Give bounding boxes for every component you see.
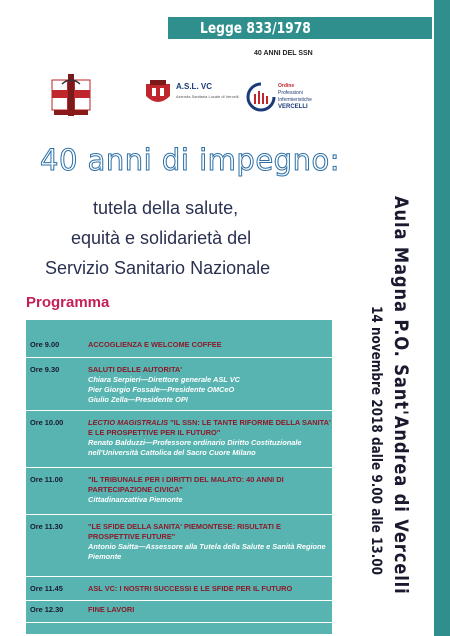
- program-detail: Giulio Zella—Presidente OPI: [88, 395, 188, 404]
- program-detail: Pier Giorgio Fossale—Presidente OMCeO: [88, 385, 235, 394]
- program-title: [88, 522, 332, 542]
- program-content: [88, 340, 332, 350]
- program-title-text: "LE SFIDE DELLA SANITA' PIEMONTESE: RISULTATI E PROSPETTIVE FUTURE": [88, 522, 281, 541]
- program-title: [88, 365, 332, 375]
- program-title-text: ASL VC: I NOSTRI SUCCESSI E LE SFIDE PER IL FUTURO: [88, 584, 293, 593]
- subtitle-line-3: Servizio Sanitario Nazionale: [45, 258, 271, 278]
- date-vertical: 14 novembre 2018 dalle 9.00 alle 13.00: [368, 306, 384, 576]
- program-title: [88, 340, 332, 350]
- program-divider: [26, 467, 332, 468]
- program-content: [88, 418, 332, 458]
- opi-line-1: Ordine: [278, 83, 295, 89]
- program-divider: [26, 514, 332, 515]
- asl-name: A.S.L. VC: [176, 82, 213, 91]
- program-detail: Chiara Serpieri—Direttore generale ASL VC: [88, 375, 240, 384]
- program-time: Ore 12.30: [30, 605, 64, 614]
- program-detail: Cittadinanzattiva Piemonte: [88, 495, 183, 504]
- program-time: Ore 11.00: [30, 475, 63, 484]
- opi-logo-icon: [246, 82, 276, 112]
- program-divider: [26, 622, 332, 623]
- opi-city: VERCELLI: [278, 104, 308, 110]
- law-title: Legge 833/1978: [200, 19, 311, 37]
- program-time: Ore 11.45: [30, 584, 63, 593]
- program-content: [88, 522, 332, 562]
- program-time: Ore 10.00: [30, 418, 64, 427]
- program-title-text: FINE LAVORI: [88, 605, 135, 614]
- main-headline: 40 anni di impegno:: [40, 143, 340, 177]
- program-content: [88, 365, 332, 405]
- program-divider: [26, 600, 332, 601]
- right-edge-bar: [434, 0, 450, 636]
- subtitle-line-1: tutela della salute,: [93, 198, 239, 218]
- program-title: [88, 605, 332, 615]
- opi-line-3: Infermieristiche: [278, 97, 312, 103]
- program-title: [88, 418, 332, 438]
- program-divider: [26, 357, 332, 358]
- medical-order-emblem-icon: [48, 72, 94, 118]
- program-detail: Antonio Saitta—Assessore alla Tutela della Salute e Sanità Regione Piemonte: [88, 542, 326, 561]
- program-title-text: SALUTI DELLE AUTORITA': [88, 365, 182, 374]
- venue-vertical: Aula Magna P.O. Sant'Andrea di Vercelli: [390, 196, 412, 595]
- program-detail: Renato Balduzzi—Professore ordinario Diritto Costituzionale nell'Università Cattolica del Sacro Cuore Milano: [88, 438, 302, 457]
- anniversary-label: 40 ANNI DEL SSN: [254, 50, 313, 57]
- program-content: [88, 584, 332, 594]
- program-divider: [26, 576, 332, 577]
- program-title-text: "IL TRIBUNALE PER I DIRITTI DEL MALATO: 40 ANNI DI PARTECIPAZIONE CIVICA": [88, 475, 284, 494]
- program-title-italic: LECTIO MAGISTRALIS: [88, 418, 169, 427]
- subtitle-line-2: equità e solidarietà del: [71, 228, 252, 248]
- programma-heading: Programma: [26, 294, 110, 311]
- program-divider: [26, 410, 332, 411]
- program-content: [88, 605, 332, 615]
- asl-vc-crest-icon: [142, 78, 174, 108]
- program-time: Ore 11.30: [30, 522, 63, 531]
- program-title-text: "IL SSN: LE TANTE RIFORME DELLA SANITA' E LE PROSPETTIVE PER IL FUTURO": [88, 418, 331, 437]
- program-title: [88, 475, 332, 495]
- program-title-text: ACCOGLIENZA E WELCOME COFFEE: [88, 340, 222, 349]
- opi-text: [278, 83, 312, 111]
- opi-line-2: Professioni: [278, 90, 303, 96]
- program-time: Ore 9.00: [30, 340, 60, 349]
- asl-subtitle: Azienda Sanitaria Locale di Vercelli: [176, 94, 239, 99]
- program-time: Ore 9.30: [30, 365, 60, 374]
- program-title: [88, 584, 332, 594]
- program-content: [88, 475, 332, 505]
